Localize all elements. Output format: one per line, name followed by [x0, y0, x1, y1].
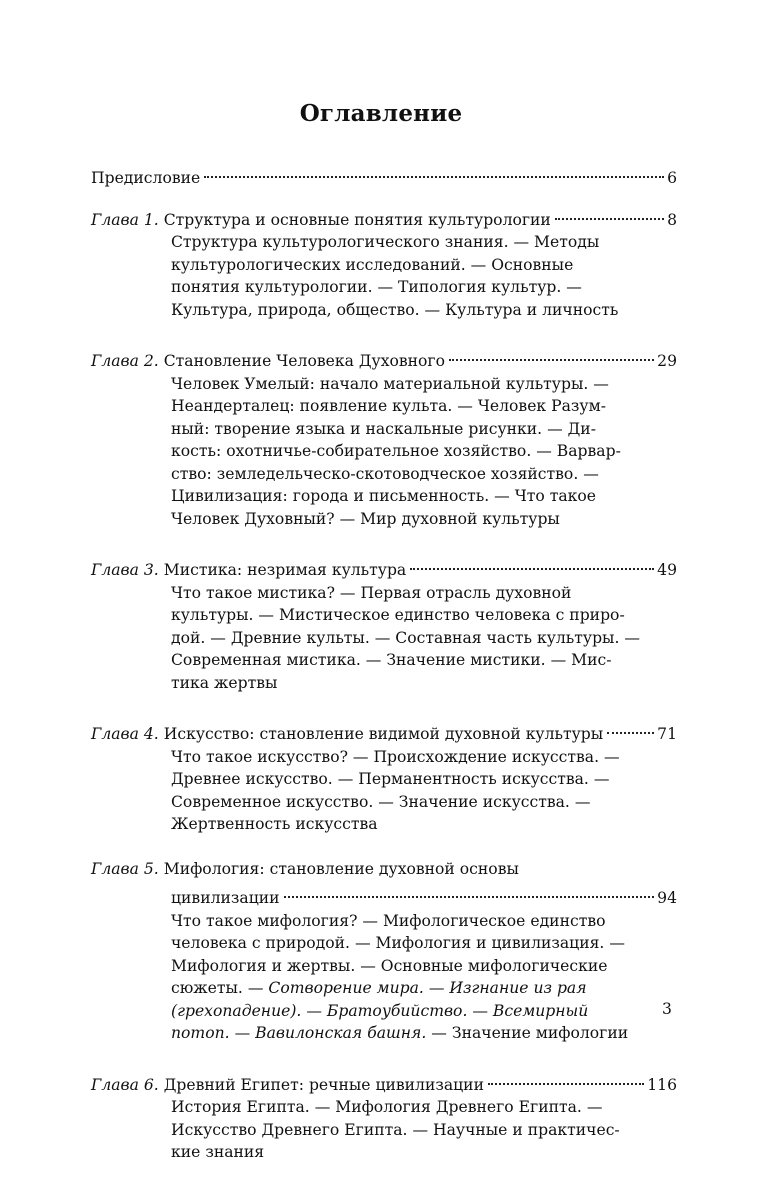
toc-heading — [91, 160, 677, 189]
table-of-contents — [91, 160, 677, 1186]
toc-entry-chapter-3[interactable] — [91, 553, 677, 695]
chapter-subtopics — [91, 746, 677, 836]
chapter-title: Мистика: незримая культура — [163, 561, 407, 579]
toc-heading — [91, 1067, 677, 1096]
chapter-label: Глава 6. — [91, 1075, 159, 1094]
entry-title: Предисловие — [91, 168, 201, 187]
subtopic-italic-text: Сотворение мира. — Изгнание из рая — [268, 979, 587, 997]
toc-entry-chapter-6[interactable] — [91, 1067, 677, 1164]
toc-entry-preface[interactable] — [91, 160, 677, 189]
chapter-subtopics — [91, 582, 677, 695]
subtopic-line: человека с природой. — Мифология и цивилизация. — — [171, 934, 625, 952]
toc-heading-line-2 — [91, 881, 677, 910]
subtopic-line: тика жертвы — [171, 673, 278, 692]
subtopic-line: понятия культурологии. — Типология культур. — — [171, 278, 582, 296]
subtopic-line: Неандерталец: появление культа. — Человек Разум- — [171, 397, 606, 415]
subtopic-line: Цивилизация: города и письменность. — Что такое — [171, 487, 597, 505]
chapter-title: Искусство: становление видимой духовной культуры — [163, 725, 604, 743]
subtopic-line: Структура культурологического знания. — Методы — [171, 233, 600, 251]
dot-leader — [410, 553, 654, 576]
subtopic-line: ство: земледельческо-скотоводческое хозяйство. — — [171, 464, 599, 483]
subtopic-italic-text: потоп. — Вавилонская башня. — [171, 1024, 427, 1042]
subtopic-line: культурологических исследований. — Основные — [171, 255, 574, 274]
chapter-page-number: 29 — [657, 352, 677, 370]
subtopic-line: Жертвенность искусства — [171, 815, 378, 833]
dot-leader — [204, 160, 664, 183]
toc-entry-chapter-2[interactable] — [91, 344, 677, 531]
toc-heading-line-1 — [91, 858, 677, 881]
toc-heading — [91, 202, 677, 231]
chapter-subtopics — [91, 373, 677, 531]
chapter-title-continuation: цивилизации — [171, 889, 280, 907]
subtopic-line: Искусство Древнего Египта. — Научные и практичес- — [171, 1120, 620, 1139]
chapter-label: Глава 3. — [91, 561, 159, 579]
chapter-label: Глава 4. — [91, 725, 159, 743]
toc-heading — [91, 717, 677, 746]
toc-entry-chapter-1[interactable] — [91, 202, 677, 321]
subtopic-line: Человек Умелый: начало материальной культуры. — — [171, 374, 609, 393]
dot-leader — [488, 1067, 644, 1090]
chapter-title: Древний Египет: речные цивилизации — [163, 1075, 484, 1094]
subtopic-line: дой. — Древние культы. — Составная часть культуры. — — [171, 628, 640, 647]
chapter-subtopics — [91, 910, 677, 1045]
subtopic-line: Человек Духовный? — Мир духовной культуры — [171, 509, 560, 528]
chapter-title: Становление Человека Духовного — [163, 352, 445, 370]
chapter-page-number: 71 — [657, 725, 677, 743]
subtopic-line: Мифология и жертвы. — Основные мифологические — [171, 956, 608, 975]
page-number: 3 — [662, 1000, 672, 1018]
subtopic-line: Что такое мистика? — Первая отрасль духовной — [171, 583, 572, 602]
toc-entry-chapter-5[interactable] — [91, 858, 677, 1045]
chapter-title: Структура и основные понятия культурологии — [163, 210, 551, 229]
subtopic-text: сюжеты. — — [171, 979, 269, 997]
subtopic-line: кие знания — [171, 1143, 265, 1161]
entry-page-number: 6 — [667, 168, 677, 187]
subtopic-line — [171, 1022, 677, 1045]
subtopic-line: культуры. — Мистическое единство человека с приро- — [171, 606, 625, 624]
subtopic-line: Что такое мифология? — Мифологическое единство — [171, 911, 606, 930]
toc-heading — [91, 553, 677, 582]
subtopic-line — [171, 977, 677, 1000]
subtopic-line: Древнее искусство. — Перманентность искусства. — — [171, 770, 610, 788]
dot-leader — [555, 202, 664, 225]
subtopic-line: Современная мистика. — Значение мистики. — Мис- — [171, 651, 612, 669]
subtopic-line: Современное искусство. — Значение искусства. — — [171, 792, 591, 811]
subtopic-text: — Значение мифологии — [426, 1024, 629, 1042]
dot-leader — [449, 344, 654, 367]
chapter-page-number: 8 — [667, 210, 677, 229]
dot-leader — [607, 717, 654, 740]
chapter-page-number: 116 — [647, 1075, 677, 1094]
subtopic-line: (грехопадение). — Братоубийство. — Всемирный — [171, 1001, 589, 1020]
chapter-label: Глава 2. — [91, 352, 159, 370]
chapter-label: Глава 5. — [91, 860, 159, 878]
chapter-subtopics — [91, 1096, 677, 1164]
toc-heading — [91, 344, 677, 373]
subtopic-line: История Египта. — Мифология Древнего Египта. — — [171, 1098, 603, 1116]
page-title: Оглавление — [299, 100, 463, 127]
chapter-page-number: 94 — [657, 889, 677, 907]
chapter-label: Глава 1. — [91, 210, 159, 229]
chapter-subtopics — [91, 231, 677, 321]
subtopic-line: Что такое искусство? — Происхождение искусства. — — [171, 747, 620, 766]
subtopic-line: ный: творение языка и наскальные рисунки. — Ди- — [171, 419, 596, 438]
subtopic-line: кость: охотничье-собирательное хозяйство. — Варвар- — [171, 442, 621, 460]
chapter-page-number: 49 — [657, 561, 677, 579]
chapter-title: Мифология: становление духовной основы — [163, 860, 519, 878]
subtopic-line: Культура, природа, общество. — Культура и личность — [171, 300, 619, 319]
toc-entry-chapter-4[interactable] — [91, 717, 677, 836]
dot-leader — [284, 881, 655, 904]
